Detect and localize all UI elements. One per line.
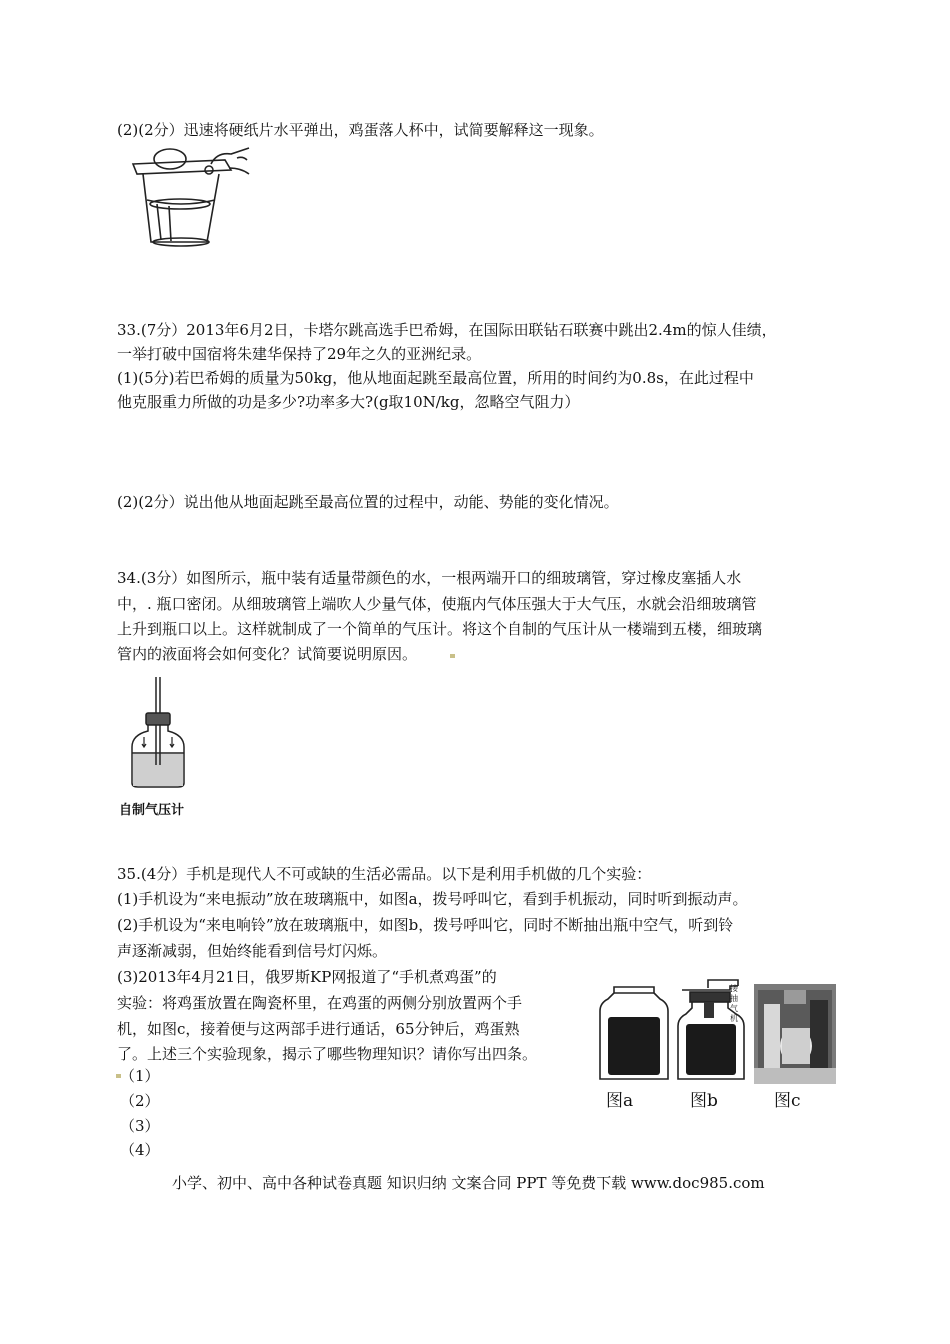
q34-stem-line2: 中，. 瓶口密闭。从细玻璃管上端吹人少量气体，使瓶内气体压强大于大气压，水就会沿细玻璃管 <box>117 595 757 613</box>
q35-stem-line3: (2)手机设为“来电响铃”放在玻璃瓶中，如图b，拨号呼叫它，同时不断抽出瓶中空气，听到铃 <box>117 916 734 934</box>
q33-part1-line2: 他克服重力所做的功是多少?功率多大?(g取10N/kg，忽略空气阻力） <box>117 393 580 411</box>
scan-mark <box>450 654 455 658</box>
q33-part1-line1: (1)(5分)若巴希姆的质量为50kg，他从地面起跳至最高位置，所用的时间约为0.8s，在此过程中 <box>117 369 754 387</box>
figure-c-label: 图c <box>774 1091 801 1111</box>
figure-b-label: 图b <box>690 1091 718 1111</box>
figure-c-photo <box>754 984 836 1084</box>
figure-a-label: 图a <box>606 1091 634 1111</box>
q34-stem-line1: 34.(3分）如图所示，瓶中装有适量带颜色的水，一根两端开口的细玻璃管，穿过橡皮塞插人水 <box>117 569 742 587</box>
q33-stem-line2: 一举打破中国宿将朱建华保持了29年之久的亚洲纪录。 <box>117 345 482 363</box>
answer-line-2: （2） <box>120 1092 160 1110</box>
q35-stem-line8: 了。上述三个实验现象，揭示了哪些物理知识？请你写出四条。 <box>117 1045 538 1063</box>
answer-line-4: （4） <box>120 1141 160 1159</box>
q35-stem-line1: 35.(4分）手机是现代人不可或缺的生活必需品。以下是利用手机做的几个实验： <box>117 865 652 883</box>
q33-part2-text: (2)(2分）说出他从地面起跳至最高位置的过程中，动能、势能的变化情况。 <box>117 493 619 511</box>
barometer-figure <box>118 675 208 795</box>
barometer-caption: 自制气压计 <box>119 803 185 818</box>
q35-stem-line6: 实验：将鸡蛋放置在陶瓷杯里，在鸡蛋的两侧分别放置两个手 <box>117 994 523 1012</box>
q34-stem-line3: 上升到瓶口以上。这样就制成了一个简单的气压计。将这个自制的气压计从一楼端到五楼，细玻璃 <box>117 620 763 638</box>
q34-stem-line4: 管内的液面将会如何变化？试简要说明原因。 <box>117 645 418 663</box>
q35-stem-line5: (3)2013年4月21日，俄罗斯KP网报道了“手机煮鸡蛋”的 <box>117 968 497 986</box>
answer-line-1: （1） <box>120 1067 160 1085</box>
figure-a-jar <box>594 985 674 1085</box>
q32-part2-text: (2)(2分）迅速将硬纸片水平弹出，鸡蛋落人杯中，试简要解释这一现象。 <box>117 121 604 139</box>
figure-b-jar <box>668 978 758 1085</box>
q35-stem-line7: 机，如图c，接着便与这两部手进行通话，65分钟后，鸡蛋熟 <box>117 1020 520 1038</box>
q33-stem-line1: 33.(7分）2013年6月2日，卡塔尔跳高选手巴希姆，在国际田联钻石联赛中跳出2.4m的惊人佳绩， <box>117 321 777 339</box>
figure-b-note: 接抽气机 <box>730 984 738 1023</box>
q35-stem-line2: (1)手机设为“来电振动”放在玻璃瓶中，如图a，拨号呼叫它，看到手机振动，同时听到振动声。 <box>117 890 748 908</box>
egg-glass-figure <box>125 142 260 250</box>
q35-stem-line4: 声逐渐减弱，但始终能看到信号灯闪烁。 <box>117 942 388 960</box>
answer-line-3: （3） <box>120 1117 160 1135</box>
page-footer: 小学、初中、高中各种试卷真题 知识归纳 文案合同 PPT 等免费下载 www.doc985.com <box>172 1174 765 1192</box>
